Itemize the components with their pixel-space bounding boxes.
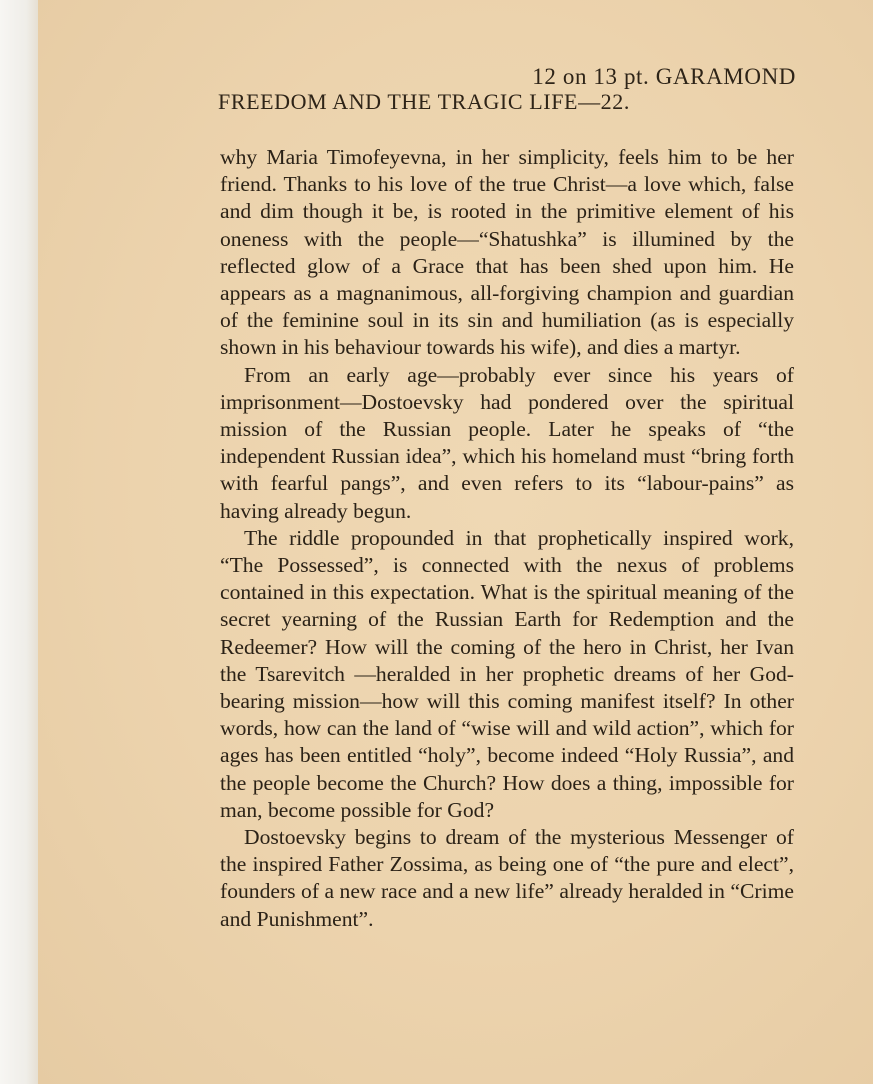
- paragraph-4: Dostoevsky begins to dream of the mysterious Messenger of the inspired Father Zossima, as being one of “the pure and elect”, founders of a new race and a new life” already heralded in “Crime and Punishment”.: [220, 825, 794, 931]
- page-header: [218, 62, 798, 115]
- paragraph-3: The riddle propounded in that prophetically inspired work, “The Possessed”, is connected with the nexus of problems contained in this expectation. What is the spiritual meaning of the secret yearning of the Russian Earth for Redemption and the Redeemer? How will the coming of the hero in Christ, her Ivan the Tsarevitch —heralded in her prophetic dreams of her God-bearing mission—how will this coming manifest itself? In other words, how can the land of “wise will and wild action”, which for ages has been entitled “holy”, become indeed “Holy Russia”, and the people become the Church? How does a thing, impossible for man, become possible for God?: [220, 525, 794, 822]
- running-title: FREEDOM AND THE TRAGIC LIFE—22.: [218, 89, 630, 114]
- typeface-spec: 12 on 13 pt. GARAMOND: [532, 64, 796, 89]
- scan-margin: [0, 0, 38, 1084]
- paragraph-1: why Maria Timofeyevna, in her simplicity, feels him to be her friend. Thanks to his love of the true Christ—a love which, false and dim though it be, is rooted in the primitive element of his oneness with the people—“Shatushka” is illumined by the reflected glow of a Grace that has been shed upon him. He appears as a magnanimous, all-forgiving champion and guardian of the feminine soul in its sin and humiliation (as is especially shown in his behaviour towards his wife), and dies a martyr.: [220, 145, 794, 360]
- paragraph-2: From an early age—probably ever since his years of imprisonment—Dostoevsky had pondered over the spiritual mission of the Russian people. Later he speaks of “the independent Russian idea”, which his homeland must “bring forth with fearful pangs”, and even refers to its “labour-pains” as having already begun.: [220, 362, 794, 523]
- body-text: [220, 144, 794, 933]
